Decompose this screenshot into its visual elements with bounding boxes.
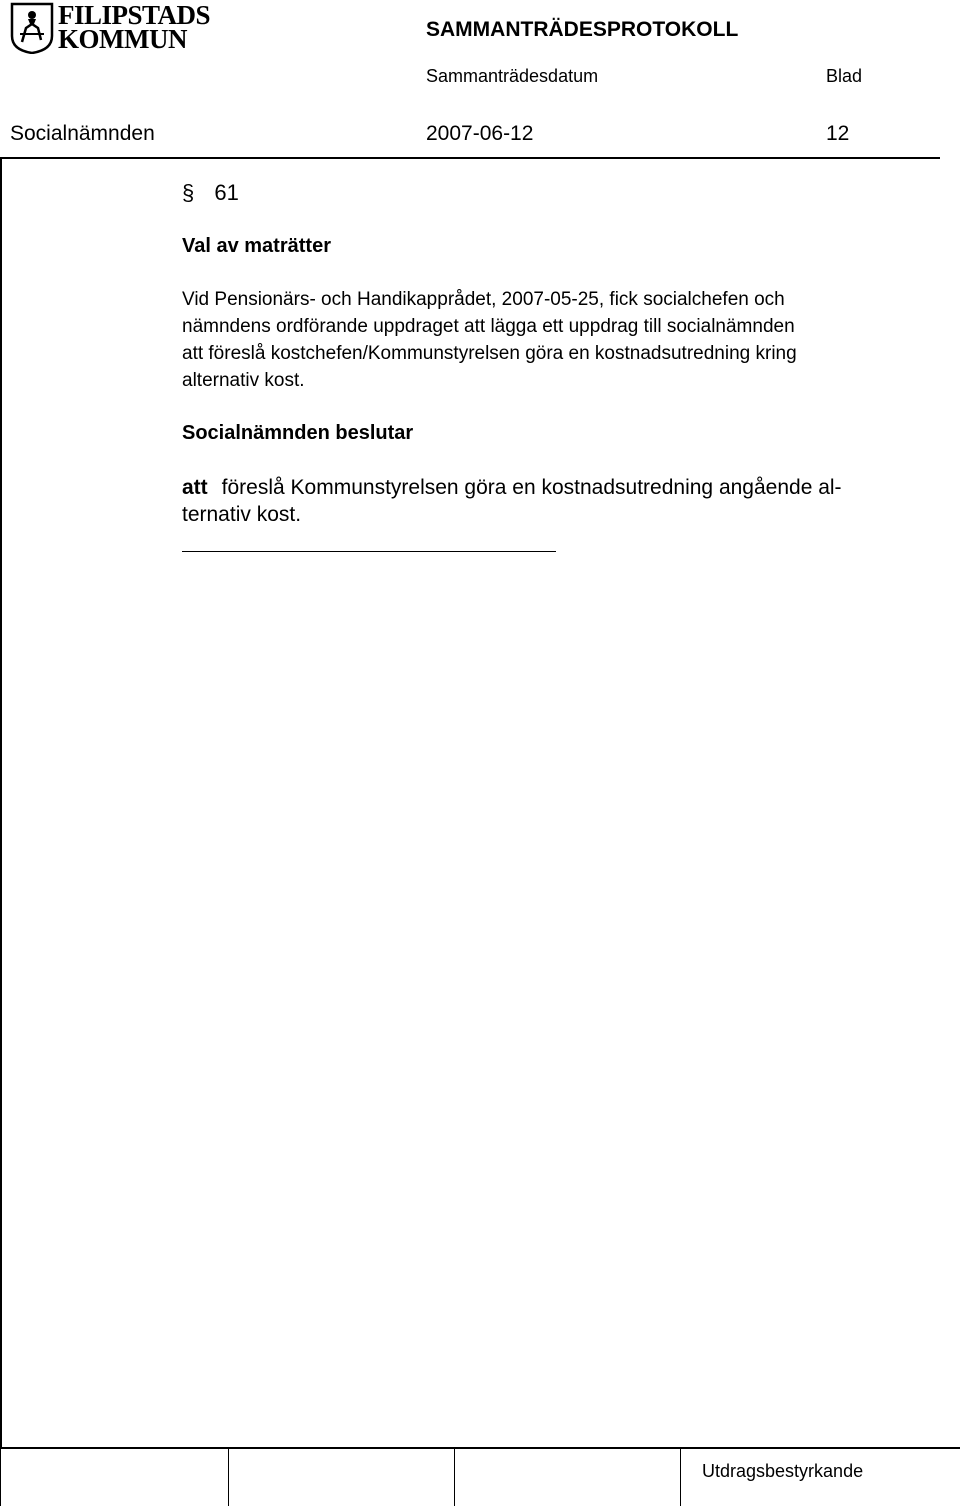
section-symbol: § xyxy=(182,180,195,205)
logo-line-1: FILIPSTADS xyxy=(58,0,211,30)
paragraph-line: Vid Pensionärs- och Handikapprådet, 2007-05-25, fick socialchefen och xyxy=(182,289,785,310)
paragraph-line: att föreslå kostchefen/Kommunstyrelsen göra en kostnadsutredning kring xyxy=(182,343,797,364)
decision-keyword: att xyxy=(182,476,208,499)
decision-text xyxy=(182,474,942,528)
date-label: Sammanträdesdatum xyxy=(426,66,599,86)
signature-box xyxy=(454,1449,455,1506)
margin-rule xyxy=(0,157,2,1447)
logo-line-2: KOMMUN xyxy=(58,24,187,54)
decision-line-2: ternativ kost. xyxy=(182,503,302,526)
committee-name: Socialnämnden xyxy=(10,122,155,145)
decision-heading: Socialnämnden beslutar xyxy=(182,422,414,444)
signature-box xyxy=(228,1449,229,1506)
header-divider xyxy=(0,157,940,159)
item-title: Val av maträtter xyxy=(182,235,331,257)
decision-line-1: föreslå Kommunstyrelsen göra en kostnadsutredning angående al- xyxy=(221,476,842,499)
meeting-date: 2007-06-12 xyxy=(426,122,534,145)
page-number: 12 xyxy=(826,122,850,145)
municipality-logo xyxy=(10,2,215,54)
certification-label: Utdragsbestyrkande xyxy=(702,1461,864,1481)
coat-of-arms-icon xyxy=(10,2,54,54)
section-heading xyxy=(182,180,239,206)
signature-box xyxy=(0,1449,1,1506)
paragraph-line: alternativ kost. xyxy=(182,370,305,391)
end-of-item-rule xyxy=(182,551,556,552)
section-number: 61 xyxy=(214,180,239,205)
document-type: SAMMANTRÄDESPROTOKOLL xyxy=(426,18,739,41)
signature-box xyxy=(680,1449,681,1506)
paragraph-line: nämndens ordförande uppdraget att lägga ett uppdrag till socialnämnden xyxy=(182,316,795,337)
signature-footer xyxy=(0,1447,960,1506)
page-label: Blad xyxy=(826,66,863,86)
item-paragraph xyxy=(182,286,942,394)
